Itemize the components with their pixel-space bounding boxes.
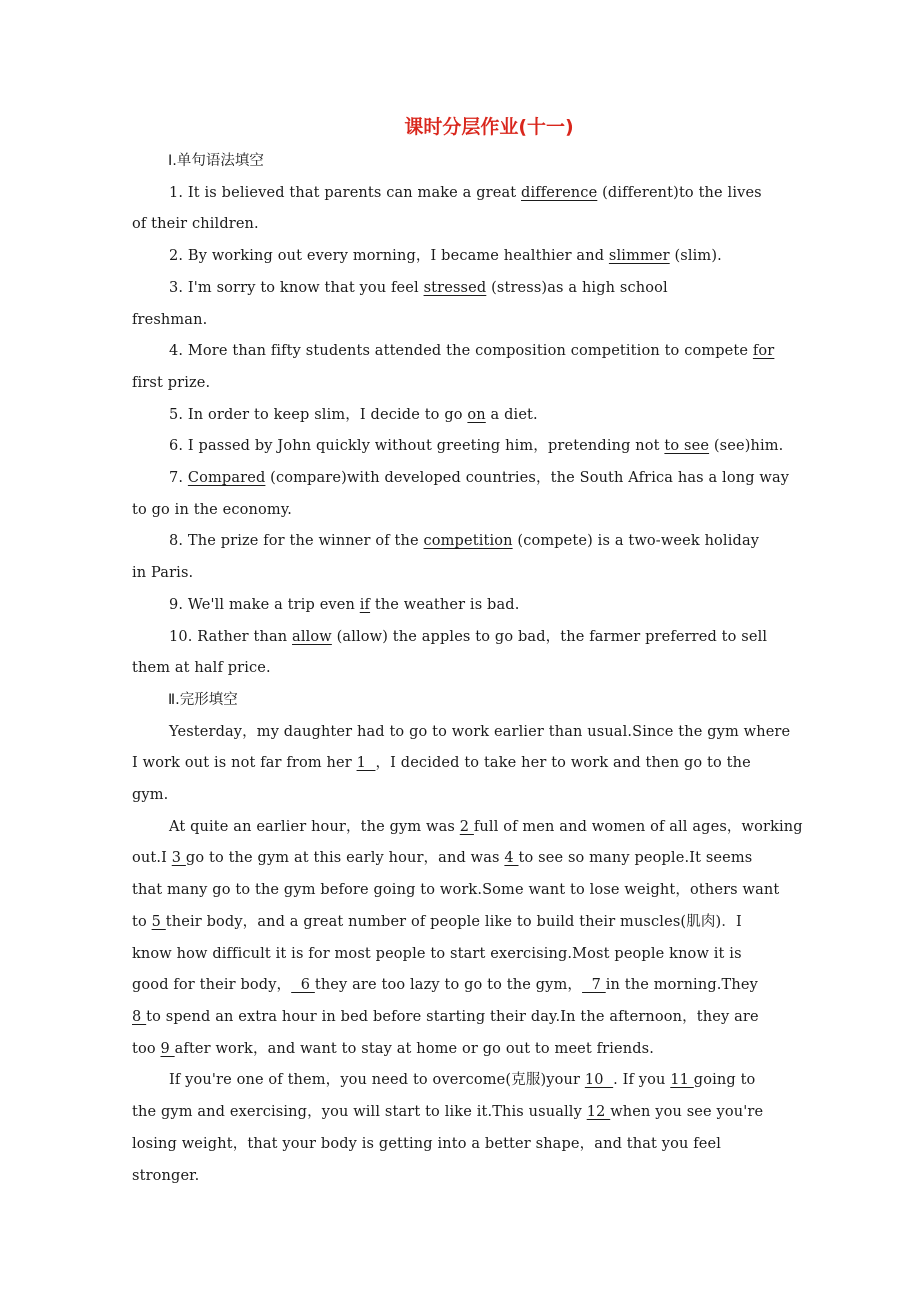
- passage-line: [132, 875, 838, 907]
- passage-text: Yesterday，my daughter had to go to work earlier than usual.Since the gym where: [169, 723, 791, 740]
- exercise-item: [132, 273, 838, 305]
- item-number: 5.: [169, 406, 184, 423]
- item-text: By working out every morning，I became healthier and: [187, 248, 605, 265]
- item-number: 10.: [169, 628, 193, 645]
- cloze-blank: 2: [459, 818, 474, 835]
- passage-text: losing weight，that your body is getting into a better shape，and that you feel: [132, 1135, 721, 1152]
- item-continuation: in Paris.: [132, 565, 194, 582]
- passage-text: If you're one of them，you need to overcome(克服)your: [169, 1072, 585, 1089]
- item-text: (slim).: [674, 248, 722, 265]
- item-text: (see)him.: [713, 438, 784, 455]
- item-number: 8.: [169, 533, 184, 550]
- item-text: (different)to the lives: [602, 184, 762, 201]
- passage-line: [132, 748, 838, 780]
- answer-text: on: [467, 406, 486, 423]
- item-text: We'll make a trip even: [187, 596, 355, 613]
- exercise-item: [132, 431, 838, 463]
- passage-text: they are too lazy to go to the gym，: [314, 977, 583, 994]
- exercise-item: [132, 400, 838, 432]
- cloze-blank: 6: [291, 977, 315, 994]
- passage-line: [132, 843, 838, 875]
- section2-heading: Ⅱ.完形填空: [168, 691, 238, 708]
- cloze-blank: 4: [504, 850, 519, 867]
- exercise-item: [132, 590, 838, 622]
- passage-line: [132, 780, 838, 812]
- passage-line: [132, 970, 838, 1002]
- passage-text: their body，and a great number of people like to build their muscles(肌肉)．I: [165, 913, 742, 930]
- item-number: 7.: [169, 470, 184, 487]
- cloze-blank: 9: [160, 1040, 175, 1057]
- passage-line: [132, 717, 838, 749]
- section1-heading: Ⅰ.单句语法填空: [168, 153, 264, 169]
- passage-text: to: [132, 913, 152, 930]
- item-text: More than fifty students attended the composition competition to compete: [187, 343, 749, 360]
- passage-line: [132, 939, 838, 971]
- exercise-item: [132, 241, 838, 273]
- passage-text: good for their body，: [132, 977, 292, 994]
- passage-text: after work，and want to stay at home or go out to meet friends.: [174, 1040, 655, 1057]
- item-text: Rather than: [197, 628, 288, 645]
- passage-line: [132, 907, 838, 939]
- passage-text: when you see you're: [610, 1104, 764, 1121]
- answer-text: Compared: [187, 470, 266, 487]
- item-continuation: them at half price.: [132, 660, 271, 677]
- worksheet-page: [132, 112, 838, 1192]
- answer-text: difference: [521, 184, 598, 201]
- item-continuation: first prize.: [132, 374, 211, 391]
- passage-line: [132, 1097, 838, 1129]
- item-text: I'm sorry to know that you feel: [187, 279, 419, 296]
- item-text: (allow) the apples to go bad，the farmer preferred to sell: [336, 628, 768, 645]
- item-number: 6.: [169, 438, 184, 455]
- exercise-item: [132, 463, 838, 495]
- exercise-item: [132, 622, 838, 654]
- passage-text: stronger.: [132, 1167, 200, 1184]
- cloze-blank: 7: [582, 977, 606, 994]
- item-number: 1.: [169, 184, 184, 201]
- passage-text: the gym and exercising，you will start to like it.This usually: [132, 1104, 587, 1121]
- passage-text: ，I decided to take her to work and then go to the: [375, 755, 751, 772]
- answer-text: slimmer: [608, 248, 670, 265]
- cloze-blank: 3: [171, 850, 186, 867]
- item-continuation: freshman.: [132, 311, 208, 328]
- item-continuation: of their children.: [132, 216, 259, 233]
- cloze-blank: 8: [132, 1008, 147, 1025]
- item-text: (stress)as a high school: [491, 279, 668, 296]
- answer-text: for: [752, 343, 775, 360]
- passage-text: out.I: [132, 850, 172, 867]
- answer-text: competition: [423, 533, 513, 550]
- item-text: the weather is bad.: [374, 596, 520, 613]
- item-number: 2.: [169, 248, 184, 265]
- passage-text: that many go to the gym before going to work.Some want to lose weight，others want: [132, 882, 780, 899]
- exercise-item: [132, 178, 838, 210]
- cloze-blank: 5: [151, 913, 166, 930]
- answer-text: if: [359, 596, 371, 613]
- passage-text: going to: [693, 1072, 756, 1089]
- passage-text: . If you: [613, 1072, 671, 1089]
- passage-text: in the morning.They: [605, 977, 758, 994]
- passage-text: too: [132, 1040, 161, 1057]
- passage-line: [132, 1065, 838, 1097]
- item-number: 3.: [169, 279, 184, 296]
- passage-text: to see so many people.It seems: [518, 850, 753, 867]
- cloze-blank: 11: [670, 1072, 694, 1089]
- passage-line: [132, 1161, 838, 1193]
- item-text: (compare)with developed countries，the South Africa has a long way: [270, 470, 790, 487]
- exercise-item: [132, 526, 838, 558]
- item-continuation: to go in the economy.: [132, 501, 293, 518]
- passage-text: At quite an earlier hour，the gym was: [169, 818, 460, 835]
- item-number: 9.: [169, 596, 184, 613]
- section1-list: [132, 178, 838, 685]
- passage-line: [132, 1034, 838, 1066]
- item-text: It is believed that parents can make a great: [187, 184, 517, 201]
- item-text: a diet.: [490, 406, 538, 423]
- cloze-blank: 10: [584, 1072, 614, 1089]
- passage-text: know how difficult it is for most people to start exercising.Most people know it is: [132, 945, 742, 962]
- passage-text: to spend an extra hour in bed before starting their day.In the afternoon，they are: [146, 1008, 759, 1025]
- passage-line: [132, 812, 838, 844]
- answer-text: stressed: [423, 279, 487, 296]
- passage-line: [132, 1002, 838, 1034]
- item-text: The prize for the winner of the: [187, 533, 419, 550]
- cloze-passage: [132, 717, 838, 1193]
- passage-text: full of men and women of all ages，working: [473, 818, 803, 835]
- passage-text: go to the gym at this early hour，and was: [185, 850, 505, 867]
- passage-line: [132, 1129, 838, 1161]
- item-text: In order to keep slim，I decide to go: [187, 406, 463, 423]
- cloze-blank: 12: [586, 1104, 611, 1121]
- passage-text: gym.: [132, 787, 169, 804]
- passage-text: I work out is not far from her: [132, 755, 357, 772]
- answer-text: to see: [664, 438, 710, 455]
- page-title: 课时分层作业(十一): [404, 116, 574, 138]
- item-text: I passed by John quickly without greeting him，pretending not: [187, 438, 660, 455]
- item-text: (compete) is a two-week holiday: [517, 533, 760, 550]
- item-number: 4.: [169, 343, 184, 360]
- answer-text: allow: [292, 628, 332, 645]
- cloze-blank: 1: [356, 755, 376, 772]
- exercise-item: [132, 336, 838, 368]
